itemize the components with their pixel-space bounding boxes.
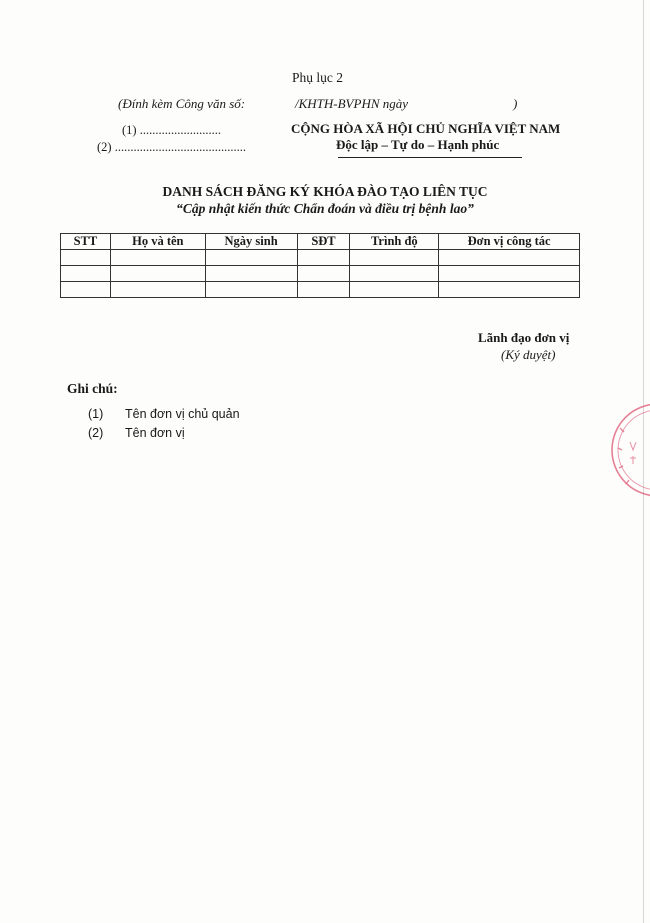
notes-heading: Ghi chú: xyxy=(67,381,118,396)
note-text: Tên đơn vị xyxy=(125,426,185,440)
table-cell xyxy=(439,282,580,298)
table-cell xyxy=(439,250,580,266)
signature-title: Lãnh đạo đơn vị xyxy=(478,330,570,345)
note-text: Tên đơn vị chủ quản xyxy=(125,407,240,421)
table-cell xyxy=(61,266,111,282)
governing-org-line: (1) .......................... xyxy=(122,123,221,137)
column-header-phone: SĐT xyxy=(297,234,350,250)
column-header-qualification: Trình độ xyxy=(350,234,439,250)
table-cell xyxy=(110,282,205,298)
table-cell xyxy=(205,282,297,298)
column-header-workplace: Đơn vị công tác xyxy=(439,234,580,250)
table-cell xyxy=(350,266,439,282)
note-number: (2) xyxy=(88,426,104,440)
column-header-stt: STT xyxy=(61,234,111,250)
signature-note: (Ký duyệt) xyxy=(501,347,556,362)
table-cell xyxy=(61,282,111,298)
national-motto: Độc lập – Tự do – Hạnh phúc xyxy=(336,137,500,152)
document-title: DANH SÁCH ĐĂNG KÝ KHÓA ĐÀO TẠO LIÊN TỤC xyxy=(162,184,488,199)
unit-org-line: (2) .......................................... xyxy=(97,140,246,154)
attachment-close: ) xyxy=(513,96,518,111)
note-number: (1) xyxy=(88,407,104,421)
note-item xyxy=(88,426,288,442)
table-cell xyxy=(297,282,350,298)
table-cell xyxy=(110,266,205,282)
table-header-row xyxy=(61,234,580,250)
appendix-label: Phụ lục 2 xyxy=(292,70,344,85)
attachment-code: /KHTH-BVPHN ngày xyxy=(295,96,409,111)
table-row xyxy=(61,266,580,282)
table-cell xyxy=(439,266,580,282)
table-cell xyxy=(297,266,350,282)
table-cell xyxy=(205,266,297,282)
table-cell xyxy=(297,250,350,266)
motto-underline xyxy=(338,157,522,158)
red-seal-icon xyxy=(606,398,650,508)
table-row xyxy=(61,282,580,298)
column-header-birth-date: Ngày sinh xyxy=(205,234,297,250)
table-cell xyxy=(110,250,205,266)
national-title: CỘNG HÒA XÃ HỘI CHỦ NGHĨA VIỆT NAM xyxy=(291,121,561,136)
table-cell xyxy=(350,282,439,298)
attachment-prefix: (Đính kèm Công văn số: xyxy=(118,96,246,111)
table-row xyxy=(61,250,580,266)
note-item xyxy=(88,407,288,423)
table-cell xyxy=(205,250,297,266)
registration-table xyxy=(60,233,580,298)
table-cell xyxy=(350,250,439,266)
column-header-full-name: Họ và tên xyxy=(110,234,205,250)
table-cell xyxy=(61,250,111,266)
course-title: “Cập nhật kiến thức Chẩn đoán và điều trị bệnh lao” xyxy=(176,201,474,216)
